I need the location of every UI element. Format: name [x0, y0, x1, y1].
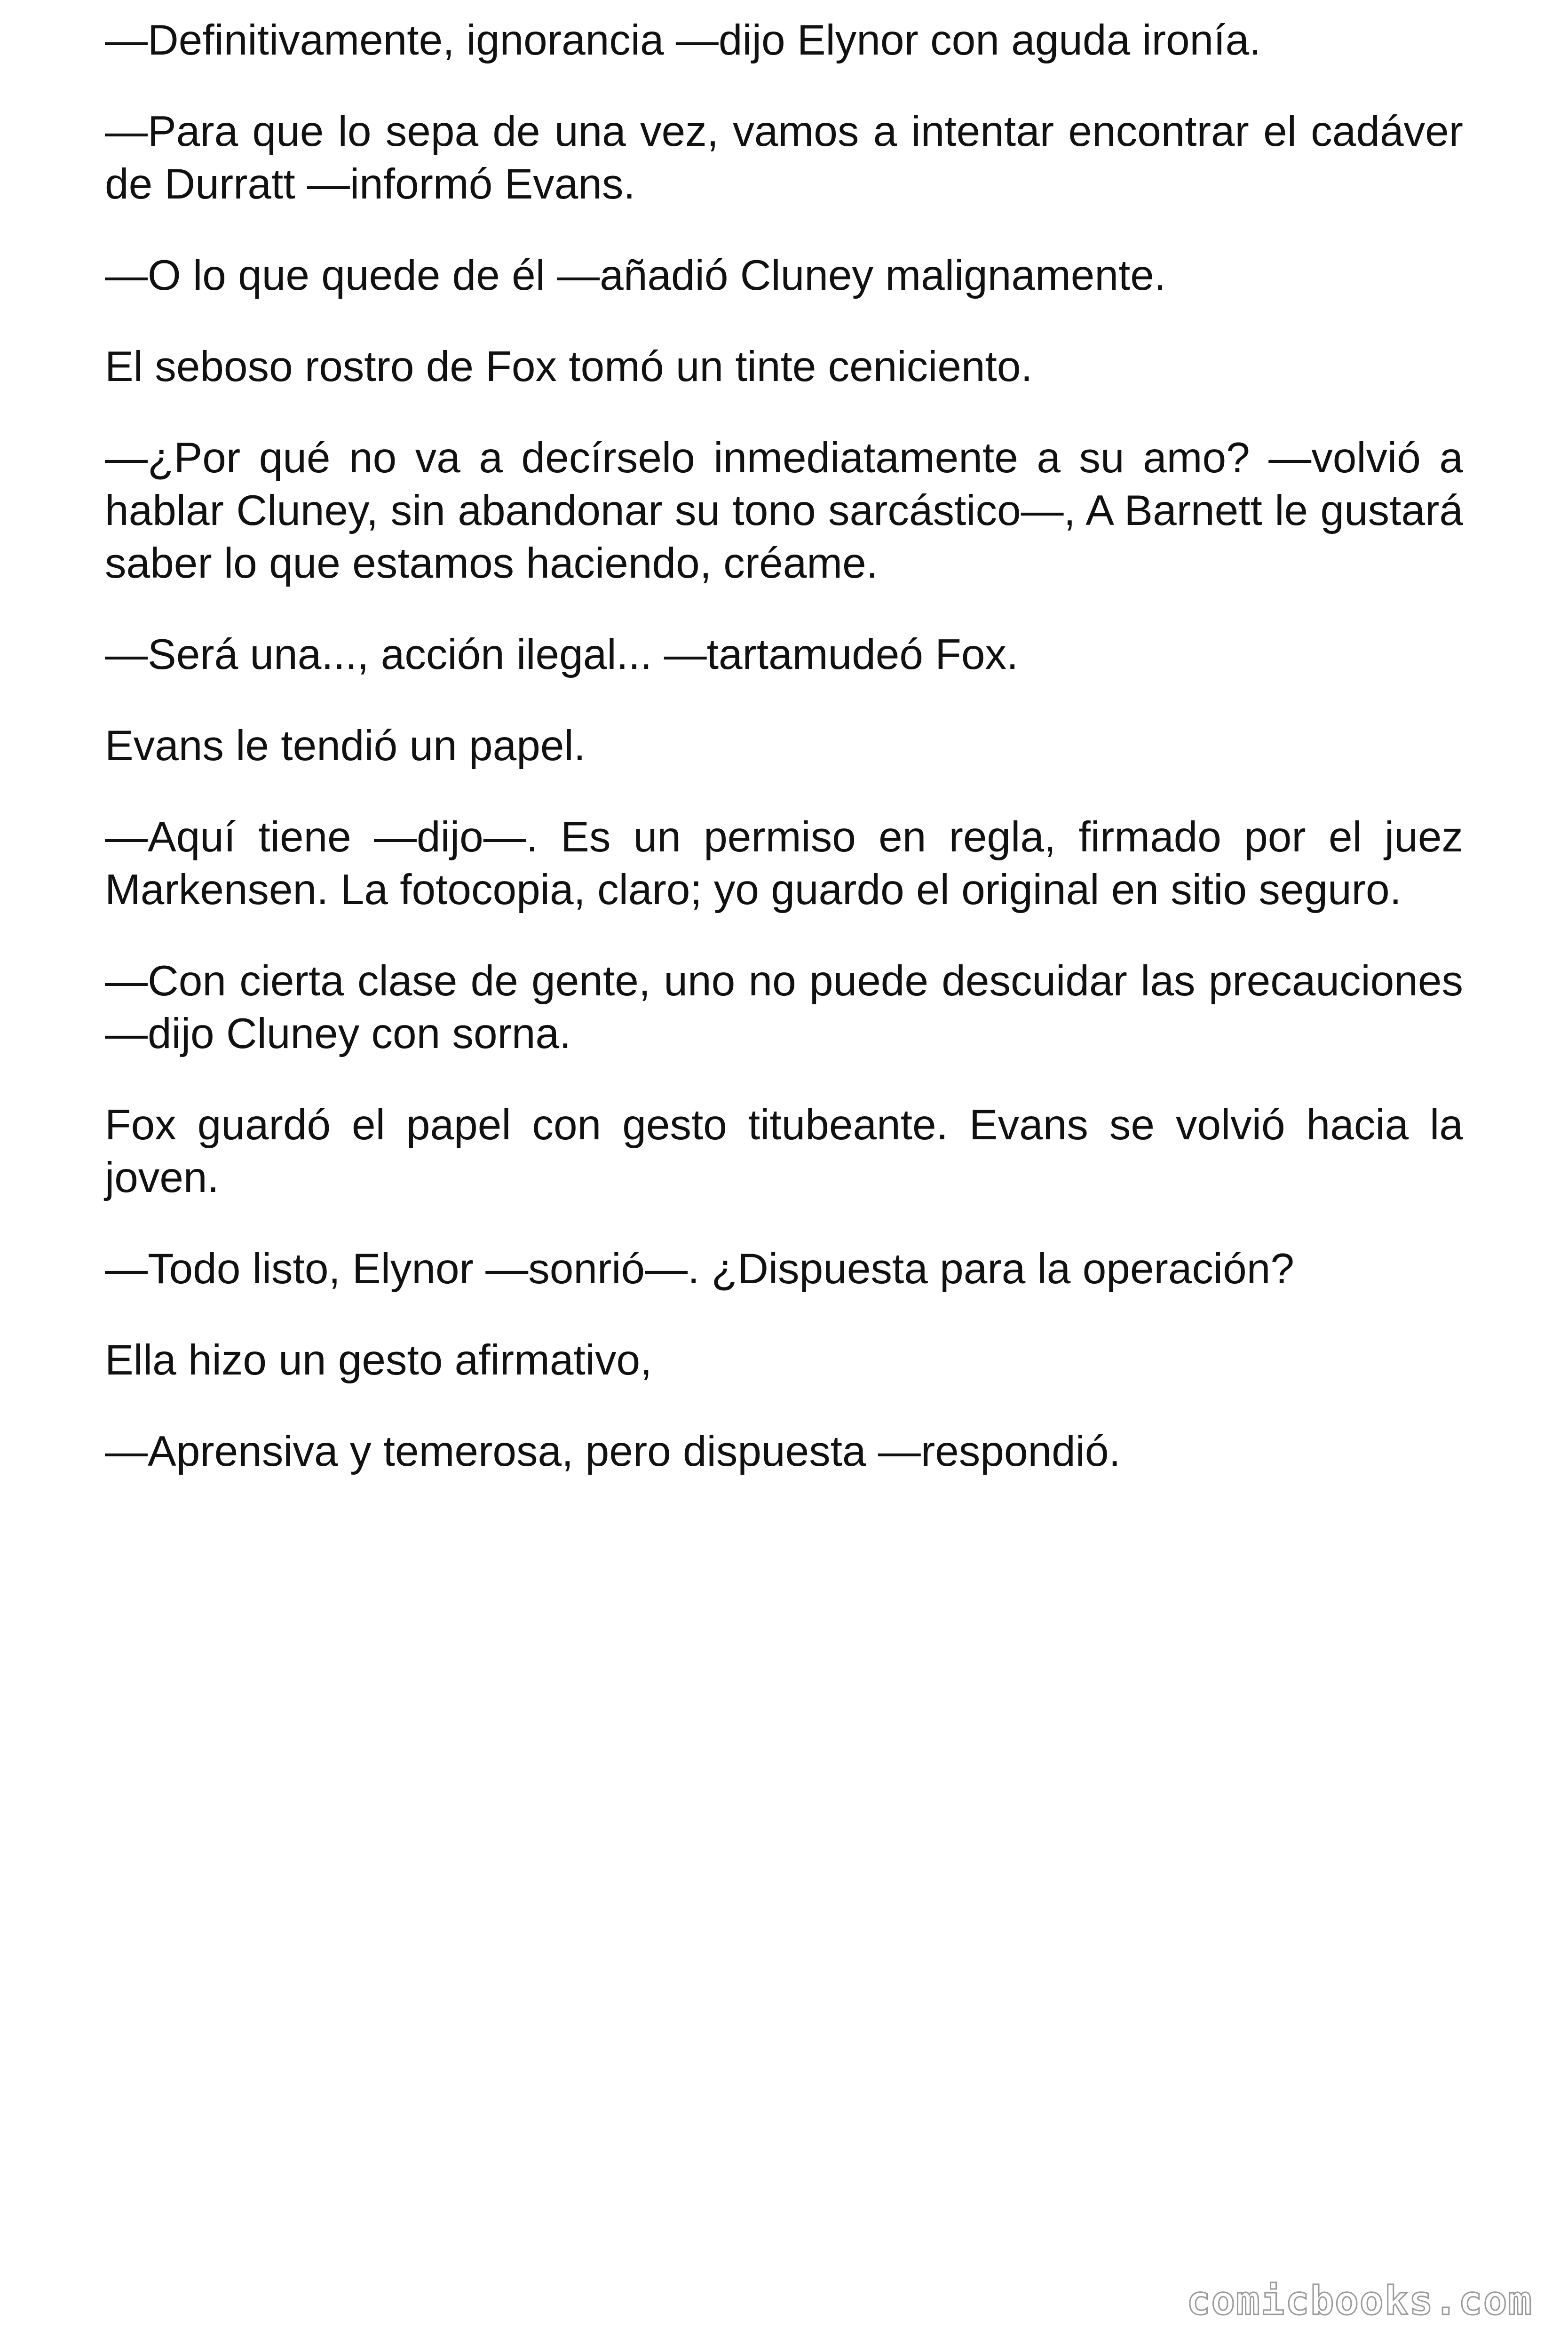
paragraph: —O lo que quede de él —añadió Cluney malignamente. [105, 252, 1166, 299]
paragraph: Evans le tendió un papel. [105, 722, 586, 770]
paragraph: El seboso rostro de Fox tomó un tinte ceniciento. [105, 343, 1033, 390]
paragraph: —Para que lo sepa de una vez, vamos a intentar encontrar el cadáver de Durratt —informó Evans. [105, 108, 1463, 208]
page-body [105, 14, 1463, 1517]
paragraph: —Será una..., acción ilegal... —tartamudeó Fox. [105, 631, 1019, 678]
paragraph: Ella hizo un gesto afirmativo, [105, 1336, 652, 1384]
watermark-logo: comicbooks.com [1186, 2278, 1533, 2324]
paragraph: —Con cierta clase de gente, uno no puede descuidar las precauciones —dijo Cluney con sorna. [105, 957, 1463, 1057]
paragraph: —Todo listo, Elynor —sonrió—. ¿Dispuesta para la operación? [105, 1245, 1294, 1293]
paragraph: —¿Por qué no va a decírselo inmediatamente a su amo? —volvió a hablar Cluney, sin abandonar su tono sarcástico—, A Barnett le gustará saber lo que estamos haciendo, créame. [105, 434, 1463, 587]
paragraph: —Aprensiva y temerosa, pero dispuesta —respondió. [105, 1428, 1121, 1475]
paragraph: Fox guardó el papel con gesto titubeante. Evans se volvió hacia la joven. [105, 1101, 1463, 1201]
paragraph: —Aquí tiene —dijo—. Es un permiso en regla, firmado por el juez Markensen. La fotocopia, claro; yo guardo el original en sitio seguro. [105, 813, 1463, 914]
paragraph: —Definitivamente, ignorancia —dijo Elynor con aguda ironía. [105, 16, 1261, 64]
